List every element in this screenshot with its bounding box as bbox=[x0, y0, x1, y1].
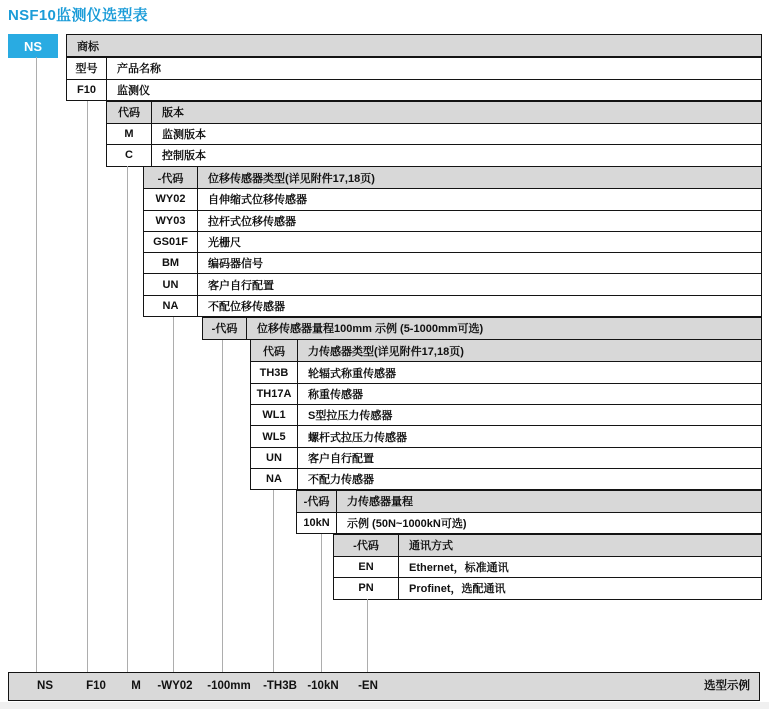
label-cell: 版本 bbox=[162, 107, 184, 120]
table-row bbox=[334, 577, 761, 598]
code-cell: TH17A bbox=[251, 384, 298, 404]
example-code: NS bbox=[37, 680, 53, 692]
code-cell: F10 bbox=[67, 80, 107, 100]
label-cell: 自伸缩式位移传感器 bbox=[208, 194, 307, 207]
table-row bbox=[297, 512, 761, 533]
connector-line bbox=[87, 101, 88, 673]
table-row bbox=[251, 425, 761, 446]
table-row bbox=[144, 295, 761, 316]
code-cell: WY03 bbox=[144, 211, 198, 231]
example-code: -10kN bbox=[307, 680, 339, 692]
table-displacement-sensor-type bbox=[143, 166, 762, 317]
connector-line bbox=[367, 599, 368, 673]
table-force-sensor-type bbox=[250, 339, 762, 490]
example-code: -TH3B bbox=[263, 680, 297, 692]
table-row bbox=[107, 144, 761, 165]
label-cell: 位移传感器量程100mm 示例 (5-1000mm可选) bbox=[257, 323, 484, 336]
table-row bbox=[144, 188, 761, 209]
code-cell: UN bbox=[251, 448, 298, 468]
code-cell: WY02 bbox=[144, 189, 198, 209]
code-cell: WL1 bbox=[251, 405, 298, 425]
label-cell: 产品名称 bbox=[117, 63, 161, 76]
example-code: -EN bbox=[358, 680, 378, 692]
code-cell: C bbox=[107, 145, 152, 165]
label-cell: 位移传感器类型(详见附件17,18页) bbox=[208, 172, 375, 185]
code-cell: 10kN bbox=[297, 513, 337, 533]
table-displacement-sensor-range bbox=[202, 317, 762, 340]
example-code: -100mm bbox=[207, 680, 251, 692]
code-cell: TH3B bbox=[251, 362, 298, 382]
table-row bbox=[144, 231, 761, 252]
label-cell: 商标 bbox=[77, 40, 99, 53]
root-code-cell: NS bbox=[8, 34, 58, 58]
label-cell: 螺杆式拉压力传感器 bbox=[308, 431, 407, 444]
code-cell: 代码 bbox=[251, 340, 298, 361]
connector-line bbox=[222, 340, 223, 673]
label-cell: Ethernet，标准通讯 bbox=[409, 562, 509, 575]
label-cell: 示例 (50N~1000kN可选) bbox=[347, 518, 467, 531]
connector-line bbox=[321, 534, 322, 673]
example-code: F10 bbox=[86, 680, 106, 692]
code-cell: EN bbox=[334, 557, 399, 577]
table-row bbox=[251, 468, 761, 489]
code-cell: -代码 bbox=[144, 167, 198, 188]
label-cell: 客户自行配置 bbox=[208, 279, 274, 292]
table-row bbox=[251, 404, 761, 425]
page-bottom-edge bbox=[0, 702, 769, 709]
label-cell: 力传感器类型(详见附件17,18页) bbox=[308, 345, 464, 358]
code-cell: NA bbox=[251, 469, 298, 489]
code-cell: NA bbox=[144, 296, 198, 316]
table-header-row bbox=[107, 102, 761, 123]
table-row bbox=[251, 383, 761, 404]
table-row bbox=[251, 361, 761, 382]
code-cell: BM bbox=[144, 253, 198, 273]
connector-line bbox=[36, 57, 37, 673]
label-cell: S型拉压力传感器 bbox=[308, 410, 393, 423]
label-cell: 客户自行配置 bbox=[308, 452, 374, 465]
code-cell: WL5 bbox=[251, 426, 298, 446]
code-cell: PN bbox=[334, 578, 399, 598]
label-cell: 控制版本 bbox=[162, 150, 206, 163]
code-cell: 型号 bbox=[67, 58, 107, 79]
label-cell: 拉杆式位移传感器 bbox=[208, 215, 296, 228]
table-header-row bbox=[67, 35, 761, 56]
table-force-sensor-range bbox=[296, 490, 762, 535]
code-cell: -代码 bbox=[297, 491, 337, 512]
example-code: -WY02 bbox=[157, 680, 193, 692]
code-cell: GS01F bbox=[144, 232, 198, 252]
code-cell: 代码 bbox=[107, 102, 152, 123]
label-cell: 编码器信号 bbox=[208, 258, 263, 271]
table-product bbox=[66, 57, 762, 102]
label-cell: 通讯方式 bbox=[409, 540, 453, 553]
label-cell: 轮辐式称重传感器 bbox=[308, 367, 396, 380]
table-row bbox=[107, 123, 761, 144]
table-trademark bbox=[66, 34, 762, 57]
code-cell: -代码 bbox=[203, 318, 247, 339]
label-cell: 力传感器量程 bbox=[347, 496, 413, 509]
label-cell: Profinet，选配通讯 bbox=[409, 583, 506, 596]
table-header-row bbox=[297, 491, 761, 512]
label-cell: 不配位移传感器 bbox=[208, 300, 285, 313]
label-cell: 监测仪 bbox=[117, 85, 150, 98]
table-row bbox=[144, 273, 761, 294]
page-title: NSF10监测仪选型表 bbox=[8, 7, 148, 24]
label-cell: 光栅尺 bbox=[208, 237, 241, 250]
example-bar-note: 选型示例 bbox=[704, 680, 750, 692]
table-row bbox=[144, 210, 761, 231]
label-cell: 不配力传感器 bbox=[308, 474, 374, 487]
example-code: M bbox=[131, 680, 141, 692]
connector-line bbox=[173, 317, 174, 673]
table-header-row bbox=[144, 167, 761, 188]
table-communication bbox=[333, 534, 762, 600]
table-row bbox=[334, 556, 761, 577]
label-cell: 监测版本 bbox=[162, 129, 206, 142]
table-header-row bbox=[67, 58, 761, 79]
code-cell: UN bbox=[144, 274, 198, 294]
table-row bbox=[67, 79, 761, 100]
connector-line bbox=[273, 490, 274, 673]
code-cell: -代码 bbox=[334, 535, 399, 556]
table-header-row bbox=[251, 340, 761, 361]
connector-line bbox=[127, 166, 128, 673]
label-cell: 称重传感器 bbox=[308, 388, 363, 401]
example-bar bbox=[8, 672, 760, 701]
table-row bbox=[144, 252, 761, 273]
table-version bbox=[106, 101, 762, 167]
table-header-row bbox=[334, 535, 761, 556]
table-row bbox=[251, 447, 761, 468]
code-cell: M bbox=[107, 124, 152, 144]
table-header-row bbox=[203, 318, 761, 339]
